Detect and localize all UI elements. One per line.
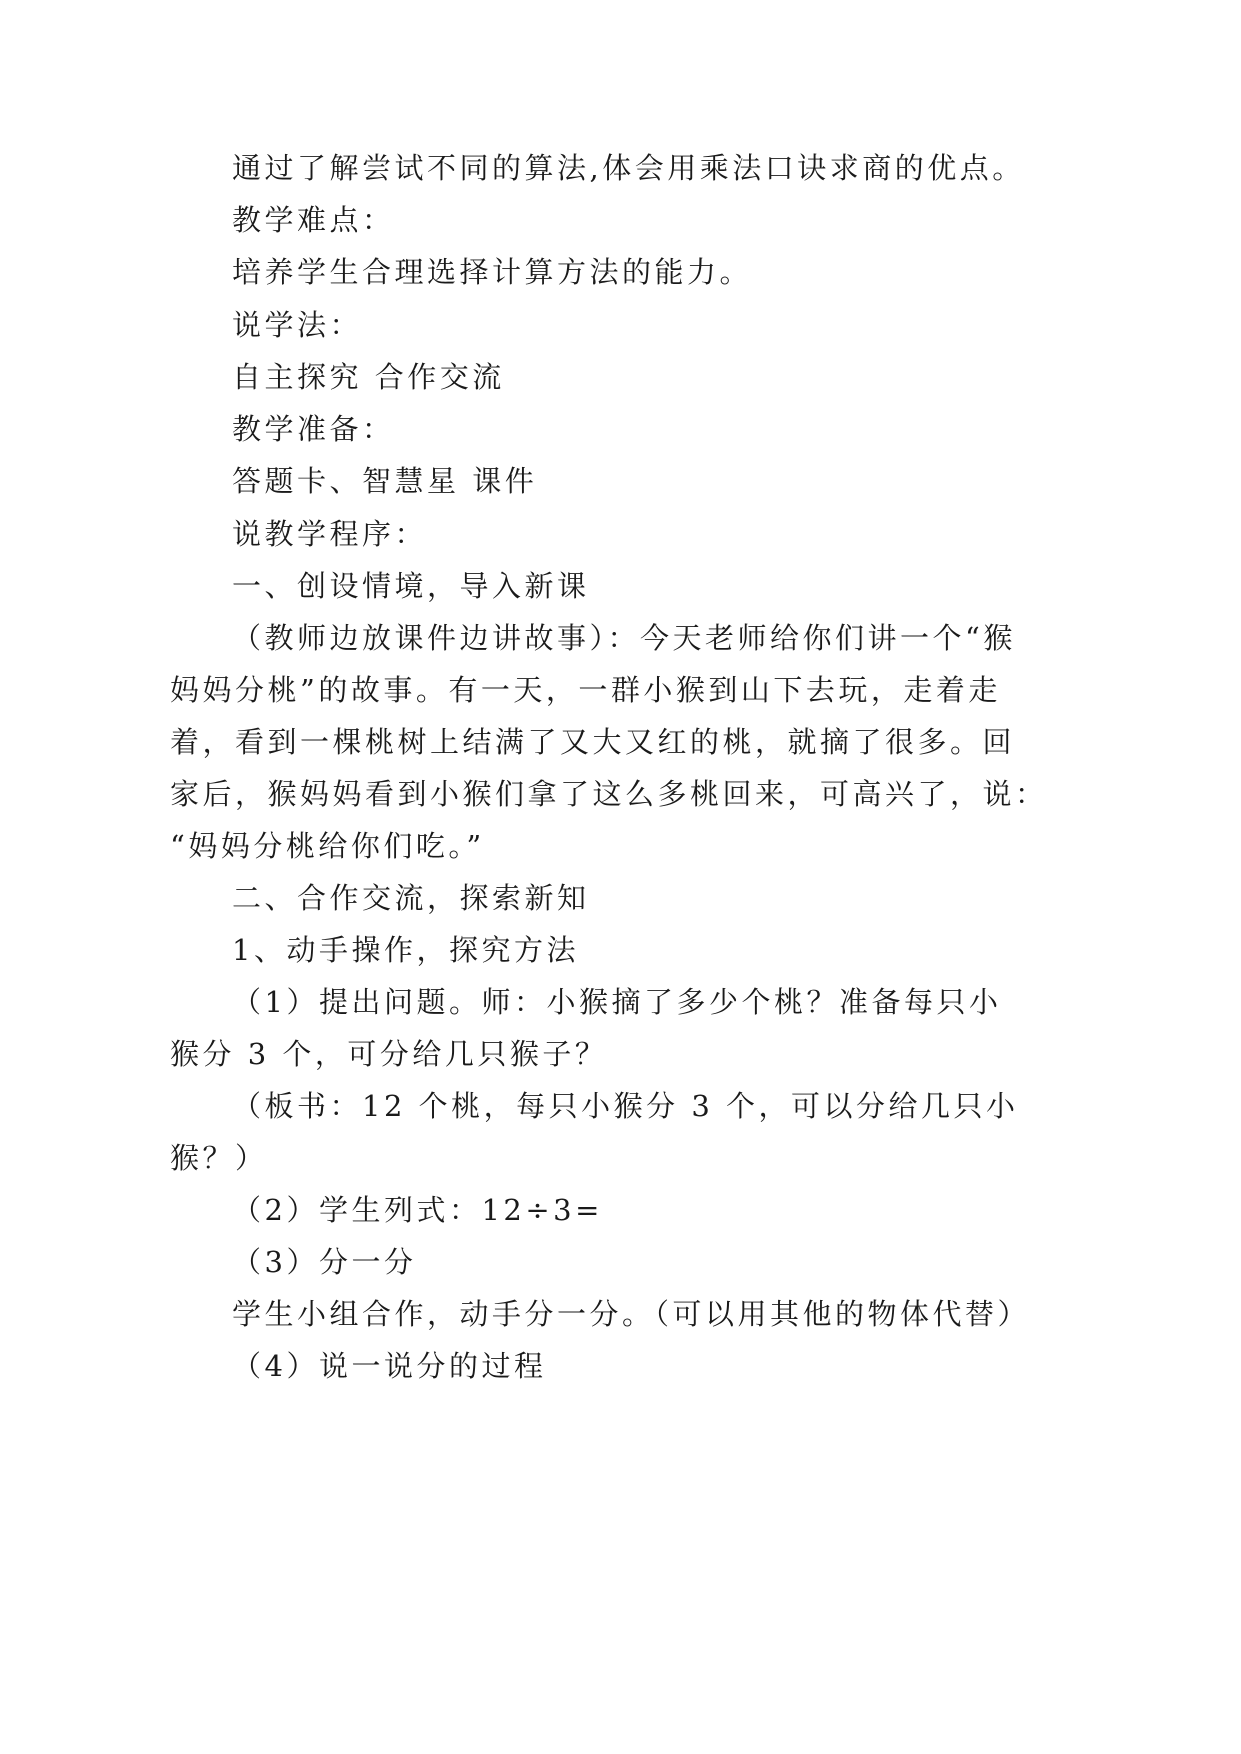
section-heading-2: 二、合作交流，探索新知 <box>232 881 590 915</box>
paragraph-algorithm-advantage: 通过了解尝试不同的算法,体会用乘法口诀求商的优点。 <box>232 151 1025 185</box>
heading-teaching-preparation: 教学准备： <box>232 412 395 446</box>
step-1-line-2: 猴分 3 个，可分给几只猴子？ <box>170 1037 608 1071</box>
paragraph-learning-method: 自主探究 合作交流 <box>232 360 505 394</box>
heading-teaching-difficulty: 教学难点： <box>232 203 395 237</box>
paragraph-difficulty-content: 培养学生合理选择计算方法的能力。 <box>232 255 753 289</box>
step-2-equation: （2）学生列式：12÷3= <box>232 1193 603 1227</box>
story-paragraph-line-1: （教师边放课件边讲故事）：今天老师给你们讲一个“猴 <box>232 621 1016 655</box>
step-4-heading: （4）说一说分的过程 <box>232 1349 547 1383</box>
blackboard-note-line-2: 猴？） <box>170 1141 268 1175</box>
story-paragraph-line-3: 着，看到一棵桃树上结满了又大又红的桃，就摘了很多。回 <box>170 725 1016 759</box>
heading-learning-method: 说学法： <box>232 308 363 342</box>
heading-teaching-procedure: 说教学程序： <box>232 517 428 551</box>
paragraph-preparation-items: 答题卡、智慧星 课件 <box>232 464 538 498</box>
blackboard-note-line-1: （板书：12 个桃，每只小猴分 3 个，可以分给几只小 <box>232 1089 1019 1123</box>
step-1-line-1: （1）提出问题。师：小猴摘了多少个桃？准备每只小 <box>232 985 1002 1019</box>
step-3-content: 学生小组合作，动手分一分。（可以用其他的物体代替） <box>232 1297 1031 1331</box>
story-paragraph-line-4: 家后，猴妈妈看到小猴们拿了这么多桃回来，可高兴了，说： <box>170 777 1048 811</box>
step-3-heading: （3）分一分 <box>232 1245 417 1279</box>
section-heading-1: 一、创设情境，导入新课 <box>232 569 590 603</box>
story-paragraph-line-2: 妈妈分桃”的故事。有一天，一群小猴到山下去玩，走着走 <box>170 673 1001 707</box>
subsection-heading-1: 1、动手操作，探究方法 <box>232 933 579 967</box>
story-paragraph-line-5: “妈妈分桃给你们吃。” <box>170 829 485 863</box>
